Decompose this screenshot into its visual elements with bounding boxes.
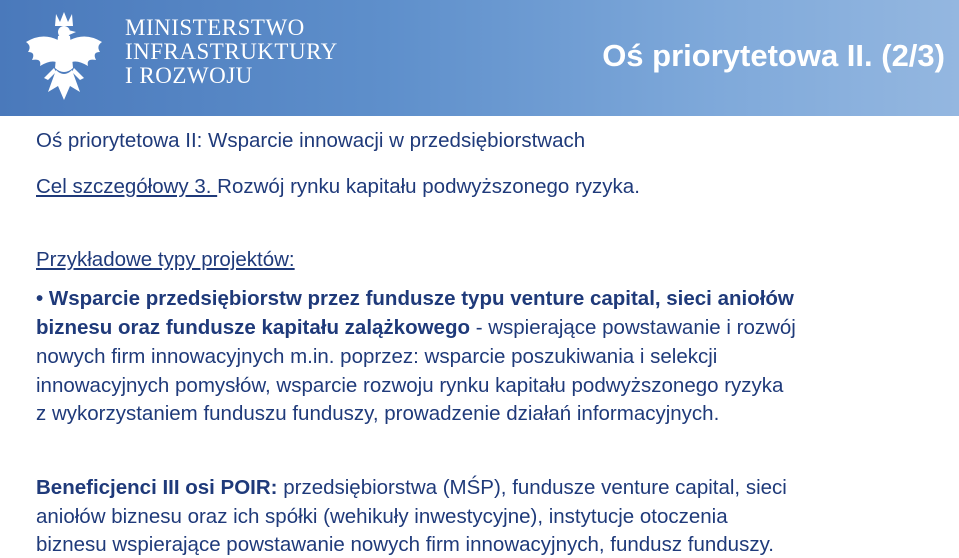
- ministry-line-1: MINISTERSTWO: [125, 15, 305, 40]
- examples-label: [36, 248, 295, 272]
- objective-text: Rozwój rynku kapitału podwyższonego ryzyka.: [217, 175, 640, 198]
- section-heading-text: Oś priorytetowa II: Wsparcie innowacji w przedsiębiorstwach: [36, 129, 586, 152]
- beneficiaries-line-2: aniołów biznesu oraz ich spółki (wehikuły inwestycyjne), instytucje otoczenia: [36, 505, 728, 528]
- bullet-line-3: nowych firm innowacyjnych m.in. poprzez: wsparcie poszukiwania i selekcji: [36, 345, 718, 368]
- bullet-line-4: innowacyjnych pomysłów, wsparcie rozwoju rynku kapitału podwyższonego ryzyka: [36, 374, 784, 397]
- beneficiaries-label: Beneficjenci III osi POIR:: [36, 476, 278, 499]
- bullet-line-2-bold: biznesu oraz fundusze kapitału zalążkowego: [36, 316, 470, 339]
- slide-title: Oś priorytetowa II. (2/3): [602, 38, 945, 73]
- examples-label-text: Przykładowe typy projektów:: [36, 248, 295, 271]
- beneficiaries-line-1-rest: przedsiębiorstwa (MŚP), fundusze venture capital, sieci: [277, 476, 787, 499]
- bullet-line-2-rest: - wspierające powstawanie i rozwój: [470, 316, 796, 339]
- section-heading: [36, 129, 585, 153]
- bullet-line-1: • Wsparcie przedsiębiorstw przez fundusze typu venture capital, sieci aniołów: [36, 287, 794, 310]
- ministry-line-3: I ROZWOJU: [125, 63, 253, 88]
- bullet-line-5: z wykorzystaniem funduszu funduszy, prowadzenie działań informacyjnych.: [36, 402, 720, 425]
- bullet-line-2: [36, 316, 796, 340]
- beneficiaries-line-3: biznesu wspierające powstawanie nowych firm innowacyjnych, fundusz funduszy.: [36, 533, 774, 556]
- beneficiaries-line-1: [36, 476, 787, 500]
- specific-objective: [36, 175, 640, 199]
- polish-eagle-icon: [18, 8, 110, 108]
- header-banner: [0, 0, 959, 116]
- ministry-line-2: INFRASTRUKTURY: [125, 39, 338, 64]
- objective-prefix: Cel szczegółowy 3.: [36, 175, 218, 198]
- ministry-name: [125, 16, 338, 88]
